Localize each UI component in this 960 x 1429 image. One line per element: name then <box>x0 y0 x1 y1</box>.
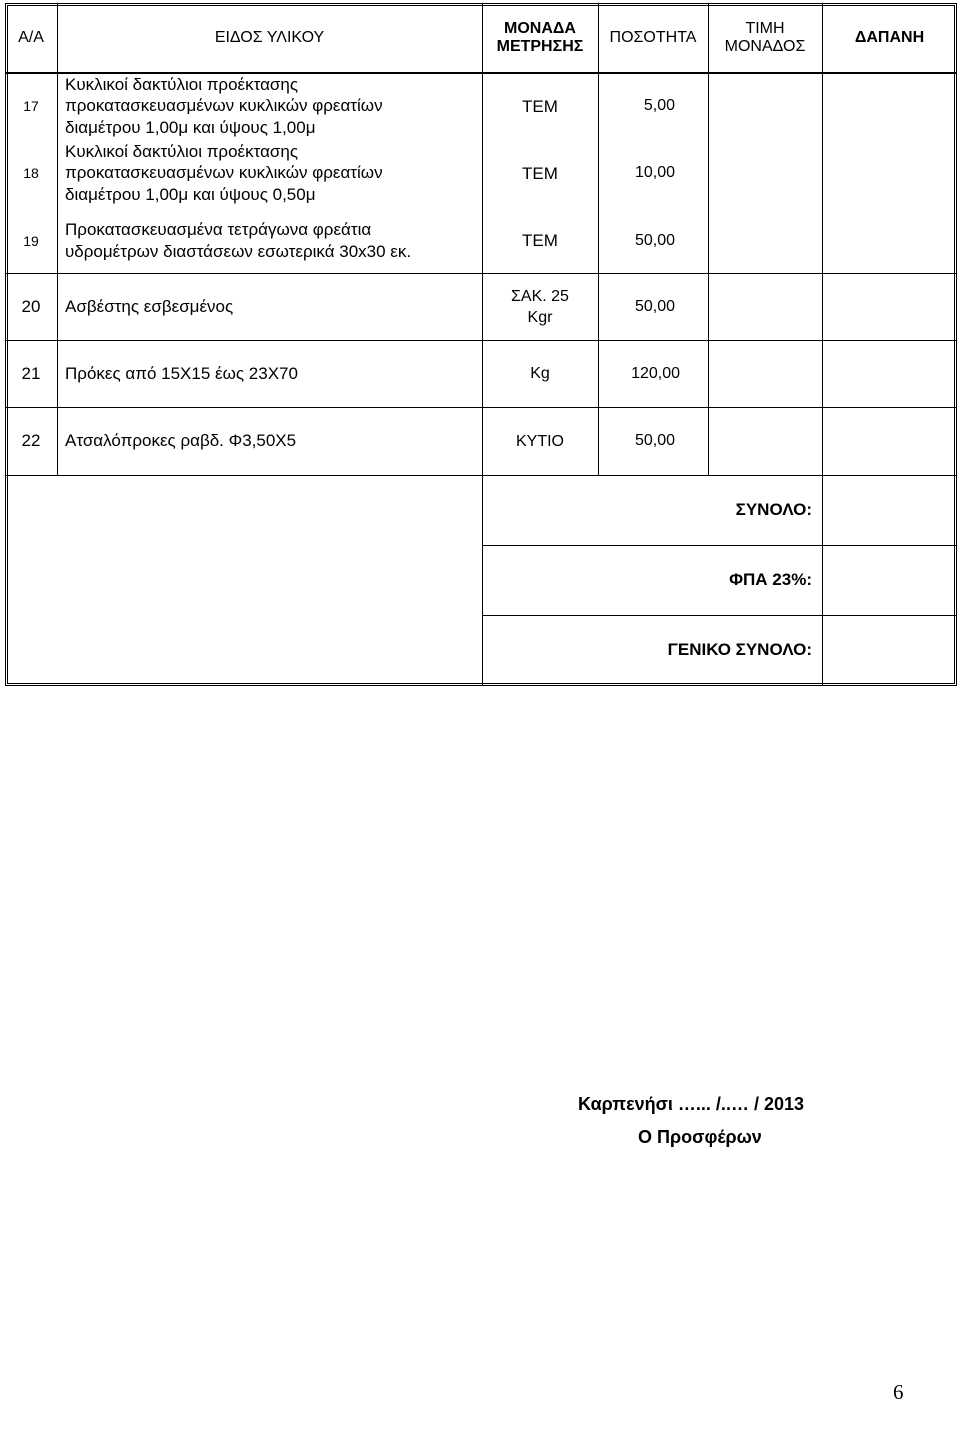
row-number: 18 <box>23 165 39 181</box>
row-unit <box>482 74 598 138</box>
row-description <box>57 340 482 407</box>
row-unit <box>482 340 598 407</box>
header-aa-label: Α/Α <box>18 29 44 46</box>
row-description <box>57 273 482 340</box>
subtotal-label: ΣΥΝΟΛΟ: <box>735 500 812 519</box>
description-line: προκατασκευασμένων κυκλικών φρεατίων <box>65 163 383 183</box>
header-unit-line1: ΜΟΝΑΔΑ <box>504 20 576 37</box>
description-line: υδρομέτρων διαστάσεων εσωτερικά 30x30 εκ. <box>65 241 412 261</box>
row-unit <box>482 141 598 205</box>
header-item-label: ΕΙΔΟΣ ΥΛΙΚΟΥ <box>214 29 325 46</box>
row-number: 20 <box>21 296 41 316</box>
row-quantity: 10,00 <box>634 164 675 181</box>
row-description <box>57 407 482 475</box>
row-quantity: 50,00 <box>634 297 675 315</box>
row-quantity: 50,00 <box>634 231 675 249</box>
header-qty-label: ΠΟΣΟΤΗΤΑ <box>609 29 697 46</box>
description-line: Προκατασκευασμένα τετράγωνα φρεάτια <box>65 220 372 239</box>
description-line: Ατσαλόπροκες ραβδ. Φ3,50Χ5 <box>65 431 297 451</box>
description-line: Κυκλικοί δακτύλιοι προέκτασης <box>65 74 299 94</box>
place-date: Καρπενήσι …... /..… / 2013 <box>578 1094 804 1114</box>
header-cost <box>822 3 957 73</box>
row-description <box>57 219 482 262</box>
table-row <box>5 273 957 340</box>
description-line: Κυκλικοί δακτύλιοι προέκτασης <box>65 141 299 161</box>
header-item <box>57 3 482 73</box>
header-price-line1: ΤΙΜΗ <box>745 20 785 37</box>
vat-label: ΦΠΑ 23%: <box>729 570 812 589</box>
row-number: 17 <box>23 98 39 114</box>
page-number: 6 <box>893 1380 904 1404</box>
header-qty <box>598 3 708 73</box>
table-row <box>5 141 957 205</box>
row-unit <box>482 219 598 262</box>
description-line: προκατασκευασμένων κυκλικών φρεατίων <box>65 96 383 116</box>
header-price <box>708 3 822 73</box>
signer-label: Ο Προσφέρων <box>638 1127 762 1147</box>
row-number: 21 <box>21 363 41 383</box>
row-description <box>57 74 482 138</box>
row-quantity: 120,00 <box>631 364 680 382</box>
row-description <box>57 141 482 205</box>
table-row <box>5 340 957 407</box>
table-row <box>5 407 957 475</box>
row-quantity: 5,00 <box>643 97 675 114</box>
unit-line: ΣΑΚ. 25 <box>511 287 569 305</box>
header-unit <box>482 3 598 73</box>
unit-line: ΤΕΜ <box>522 163 558 183</box>
header-aa <box>5 3 57 73</box>
row-number: 22 <box>21 431 41 450</box>
description-line: Πρόκες από 15Χ15 έως 23Χ70 <box>65 363 298 383</box>
row-number: 19 <box>23 232 39 249</box>
unit-line: ΤΕΜ <box>522 96 558 116</box>
row-quantity: 50,00 <box>634 432 675 449</box>
unit-line: ΚΥΤΙΟ <box>515 432 564 450</box>
header-unit-line2: ΜΕΤΡΗΣΗΣ <box>496 38 584 55</box>
header-cost-label: ΔΑΠΑΝΗ <box>854 29 925 46</box>
header-price-line2: ΜΟΝΑΔΟΣ <box>724 38 806 55</box>
unit-line: ΤΕΜ <box>522 231 558 250</box>
unit-line: Kgr <box>527 308 553 326</box>
row-unit <box>482 273 598 340</box>
grand-total-label: ΓΕΝΙΚΟ ΣΥΝΟΛΟ: <box>667 640 812 659</box>
description-line: διαμέτρου 1,00μ και ύψους 1,00μ <box>65 117 316 137</box>
unit-line: Kg <box>530 365 550 382</box>
table-row <box>5 74 957 138</box>
description-line: διαμέτρου 1,00μ και ύψους 0,50μ <box>65 184 316 204</box>
table-row <box>5 219 957 262</box>
row-unit <box>482 407 598 475</box>
description-line: Ασβέστης εσβεσμένος <box>65 296 234 316</box>
